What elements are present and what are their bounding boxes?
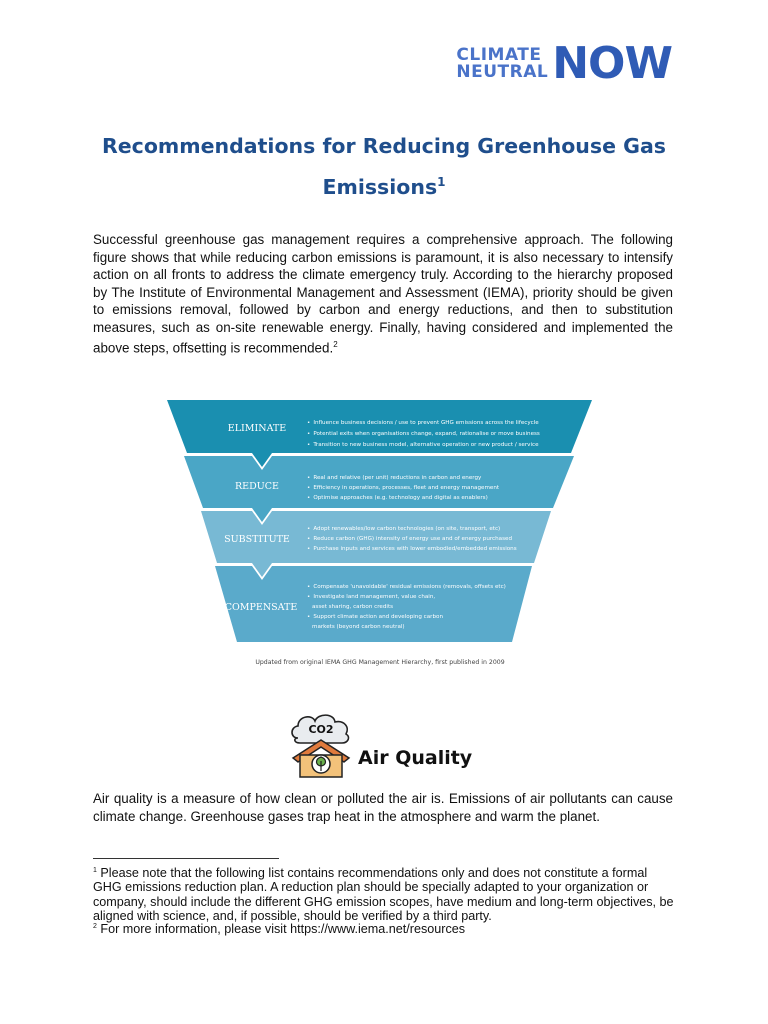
- substitute-bullet: • Reduce carbon (GHG) intensity of energy use and of energy purchased: [307, 536, 513, 542]
- compensate-item-3: asset sharing, carbon credits: [312, 604, 394, 610]
- compensate-item-4: Support climate action and developing carbon: [313, 614, 443, 620]
- substitute-item-3: Purchase inputs and services with lower embodied/embedded emissions: [313, 546, 517, 552]
- air-quality-house-icon: [288, 710, 354, 780]
- air-quality-heading: Air Quality: [358, 747, 473, 769]
- reduce-item-2: Efficiency in operations, processes, fleet and energy management: [313, 485, 500, 491]
- footnote-1-text: Please note that the following list contains recommendations only and does not constitute a formal GHG emissions reduction plan. A reduction plan should be specially adapted to your organization or company, should include the different GHG emission scopes, have medium and long-term objectives, be aligned with science, and, if possible, should be verified by a third party.: [93, 866, 674, 924]
- compensate-item-2: Investigate land management, value chain,: [313, 594, 436, 600]
- tier-eliminate-label: ELIMINATE: [227, 423, 287, 434]
- intro-text: Successful greenhouse gas management requires a comprehensive approach. The following figure shows that while reducing carbon emissions is paramount, it is also necessary to intensify action on all fronts to address the climate emergency truly. According to the hierarchy proposed by The Institute of Environmental Management and Assessment (IEMA), priority should be given to emissions removal, followed by carbon and energy reductions, and then to substitution measures, such as on-site renewable energy. Finally, having considered and implemented the above steps, offsetting is recommended.: [93, 232, 673, 356]
- eliminate-bullet: • Potential exits when organisations change, expand, rationalise or move business: [307, 431, 540, 437]
- tier-compensate-label: COMPENSATE: [224, 602, 298, 613]
- tier-substitute-label: SUBSTITUTE: [224, 534, 290, 545]
- eliminate-item-1: Influence business decisions / use to prevent GHG emissions across the lifecycle: [313, 420, 539, 426]
- air-quality-paragraph: Air quality is a measure of how clean or polluted the air is. Emissions of air pollutants can cause climate change. Greenhouse gases trap heat in the atmosphere and warm the planet.: [93, 791, 673, 824]
- substitute-bullet: • Adopt renewables/low carbon technologies (on site, transport, etc): [307, 526, 501, 532]
- compensate-bullet: • Investigate land management, value chain,: [307, 594, 436, 600]
- substitute-bullet: • Purchase inputs and services with lower embodied/embedded emissions: [307, 546, 517, 552]
- compensate-bullet: • Support climate action and developing carbon: [307, 614, 443, 620]
- footnote-2-marker: 2: [93, 923, 97, 930]
- compensate-item-1: Compensate 'unavoidable' residual emissions (removals, offsets etc): [313, 584, 506, 590]
- substitute-item-2: Reduce carbon (GHG) intensity of energy use and of energy purchased: [313, 536, 513, 542]
- compensate-item-5: markets (beyond carbon neutral): [312, 624, 405, 630]
- footnote-1: [93, 864, 675, 923]
- reduce-bullet: • Optimise approaches (e.g. technology and digital as enablers): [307, 495, 488, 501]
- reduce-item-3: Optimise approaches (e.g. technology and digital as enablers): [313, 495, 488, 501]
- eliminate-bullet: • Influence business decisions / use to prevent GHG emissions across the lifecycle: [307, 420, 539, 426]
- intro-paragraph: [93, 231, 673, 357]
- intro-footnote-ref[interactable]: 2: [333, 340, 338, 349]
- tier-reduce-label: REDUCE: [235, 481, 279, 492]
- footnote-2-text: For more information, please visit https://www.iema.net/resources: [100, 922, 466, 937]
- eliminate-bullet: • Transition to new business model, alternative operation or new product / service: [307, 442, 539, 448]
- reduce-bullet: • Efficiency in operations, processes, fleet and energy management: [307, 485, 500, 491]
- climate-neutral-now-logo: [456, 38, 672, 89]
- reduce-bullet: • Real and relative (per unit) reductions in carbon and energy: [307, 475, 482, 481]
- hierarchy-caption: Updated from original IEMA GHG Management Hierarchy, first published in 2009: [255, 659, 505, 666]
- title-footnote-ref[interactable]: 1: [437, 175, 446, 189]
- footnote-2: [93, 920, 675, 936]
- eliminate-item-3: Transition to new business model, alternative operation or new product / service: [313, 442, 539, 448]
- page-title: [92, 128, 676, 205]
- ghg-management-hierarchy-diagram: [165, 398, 595, 670]
- title-line-1: Recommendations for Reducing Greenhouse Gas: [101, 134, 666, 158]
- substitute-item-1: Adopt renewables/low carbon technologies (on site, transport, etc): [313, 526, 501, 532]
- compensate-bullet: • Compensate 'unavoidable' residual emissions (removals, offsets etc): [307, 584, 506, 590]
- co2-text: CO2: [308, 723, 334, 736]
- logo-line-1: CLIMATE: [456, 45, 542, 65]
- logo-now: NOW: [552, 38, 672, 89]
- footnote-1-marker: 1: [93, 867, 97, 874]
- title-line-2: Emissions: [322, 174, 438, 199]
- reduce-item-1: Real and relative (per unit) reductions in carbon and energy: [313, 475, 482, 481]
- eliminate-item-2: Potential exits when organisations change, expand, rationalise or move business: [313, 431, 540, 437]
- footnote-divider: [93, 858, 279, 859]
- logo-line-2: NEUTRAL: [456, 62, 549, 82]
